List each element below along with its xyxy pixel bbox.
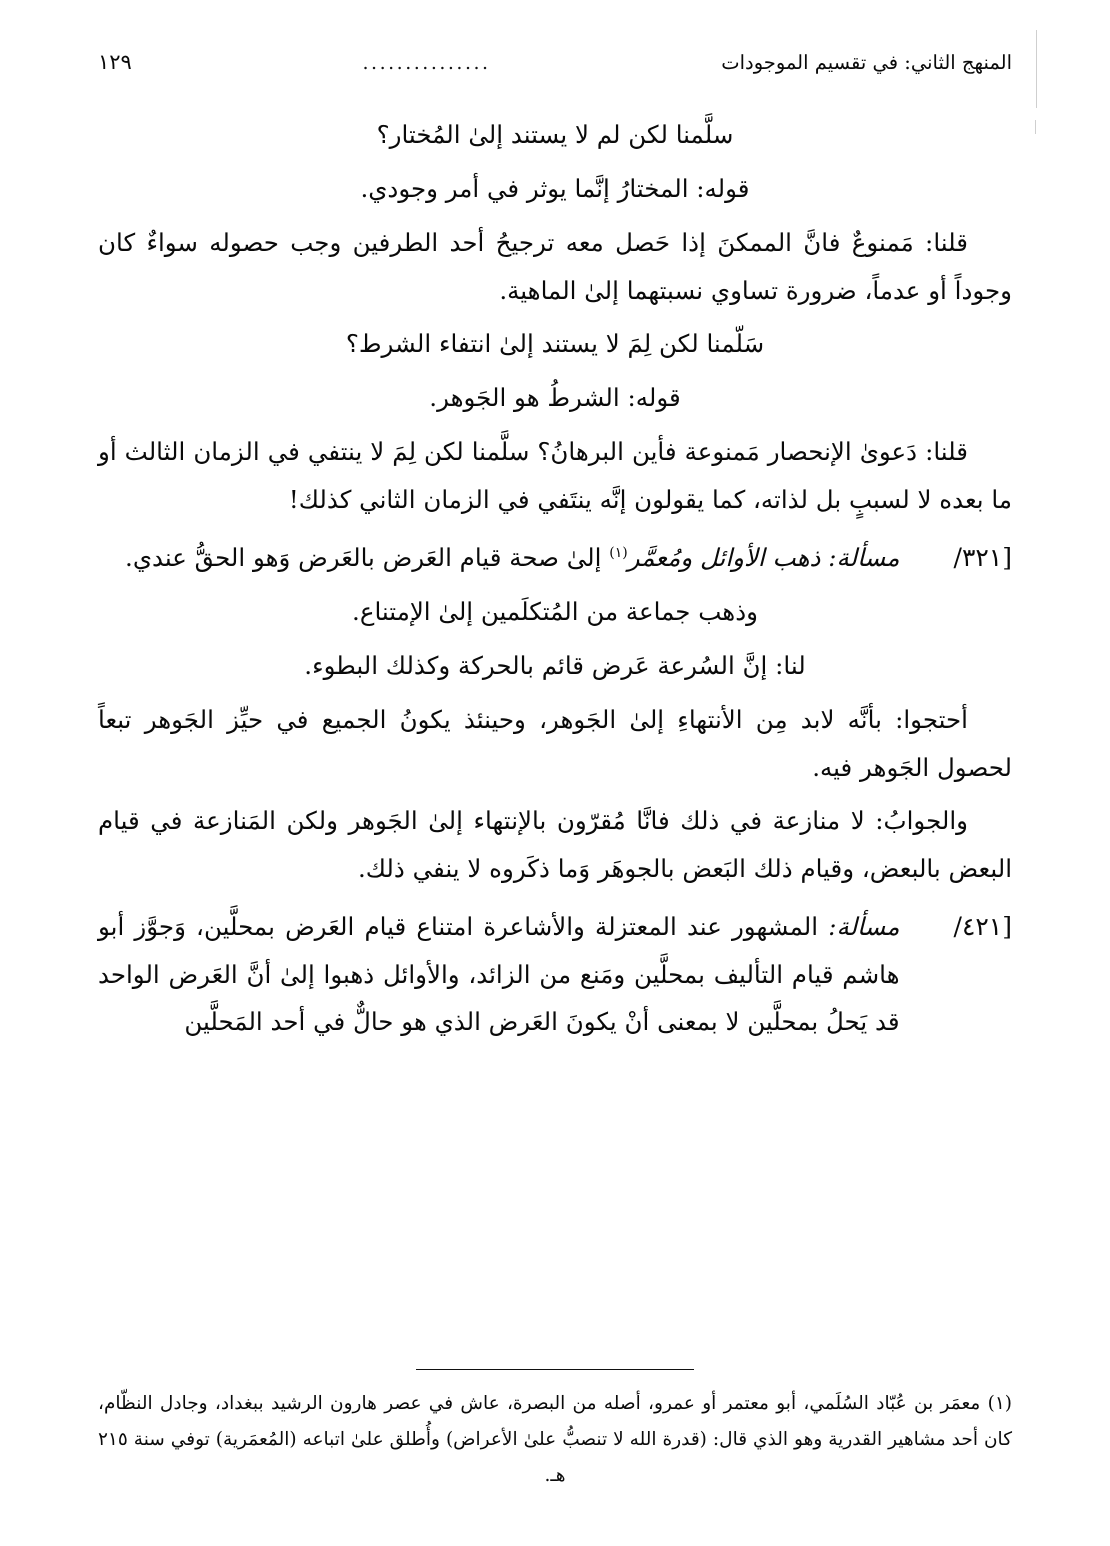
- page-number: ١٢٩: [98, 50, 132, 74]
- masala-body: [98, 903, 952, 1046]
- masala-entry: [98, 534, 1012, 583]
- paragraph: سلَّمنا لكن لم لا يستند إلىٰ المُختار؟: [376, 120, 734, 150]
- masala-number: [١٢٣/: [953, 542, 1012, 572]
- masala-lead-text: ذهب الأوائل ومُعمَّر: [627, 542, 821, 572]
- footnote-separator: [416, 1369, 694, 1370]
- masala-body: [98, 534, 952, 582]
- paragraph: أحتجوا: بأنَّه لابد مِن الأنتهاءِ إلىٰ الجَوهر، وحينئذ يكونُ الجميع في حيِّز الجَوهر تبعاً لحصول الجَوهر فيه.: [98, 704, 1012, 782]
- paragraph: قوله: المختارُ إنَّما يوثر في أمر وجودي.: [360, 174, 750, 204]
- paragraph: سَلّمنا لكن لِمَ لا يستند إلىٰ انتفاء الشرط؟: [345, 329, 765, 359]
- paragraph: قلنا: مَمنوعٌ فانَّ الممكنَ إذا حَصل معه ترجيحُ أحد الطرفين وجب حصوله سواءٌ كان وجوداً أو عدماً، ضرورة تساوي نسبتهما إلىٰ الماهية.: [98, 227, 1012, 305]
- paragraph: لنا: إنَّ السُرعة عَرض قائم بالحركة وكذلك البطوء.: [304, 651, 806, 681]
- footnote-text: (١) معمَر بن عُبّاد السُلَمي، أبو معتمر أو عمرو، أصله من البصرة، عاش في عصر هارون الرشيد ببغداد، وجادل النظّام، كان أحد مشاهير القدرية وهو الذي قال: (قدرة الله لا تنصبُّ علىٰ الأعراض) وأُطلق علىٰ اتباعه (المُعمَرية) توفي سنة ٢١٥ هـ.: [98, 1392, 1012, 1486]
- scan-margin-mark: [1036, 30, 1037, 108]
- paragraph: وذهب جماعة من المُتكلَمين إلىٰ الإمتناع.: [352, 597, 758, 627]
- masala-rest-text: المشهور عند المعتزلة والأشاعرة امتناع قيام العَرض بمحلَّين، وَجوَّز أبو هاشم قيام التأليف بمحلَّين ومَنع من الزائد، والأوائل ذهبوا إلىٰ أنَّ العَرض الواحد قد يَحلُ بمحلَّين لا بمعنى أنْ يكونَ العَرض الذي هو حالٌّ في أحد المَحلَّين: [98, 911, 900, 1037]
- paragraph: قوله: الشرطُ هو الجَوهر.: [429, 383, 681, 413]
- header-dot-leader: ...............: [362, 52, 491, 74]
- scan-margin-mark: [1035, 120, 1036, 134]
- paragraph: والجوابُ: لا منازعة في ذلك فانَّا مُقرّون بالإنتهاء إلىٰ الجَوهر ولكن المَنازعة في قيام البعض بالبعض، وقيام ذلك البَعض بالجوهَر وَما ذكَروه لا ينفي ذلك.: [98, 806, 1012, 884]
- masala-label: مسألة:: [828, 911, 900, 941]
- paragraph: قلنا: دَعوىٰ الإنحصار مَمنوعة فأين البرهانُ؟ سلَّمنا لكن لِمَ لا ينتفي في الزمان الثالث أو ما بعده لا لسببٍ بل لذاته، كما يقولون إنَّه ينتَفي في الزمان الثاني كذلك!: [98, 436, 1012, 514]
- page-header: [98, 48, 1012, 77]
- masala-label: مسألة:: [828, 542, 900, 572]
- footnote-area: [98, 1327, 1012, 1494]
- footnote-marker: (١): [609, 544, 628, 561]
- masala-rest-text: إلىٰ صحة قيام العَرض بالعَرض وَهو الحقُّ عندي.: [125, 542, 602, 572]
- page-body: [98, 111, 1012, 1046]
- masala-number: [١٢٤/: [953, 911, 1012, 941]
- header-running-title: المنهج الثاني: في تقسيم الموجودات: [721, 51, 1012, 74]
- masala-entry: [98, 903, 1012, 1046]
